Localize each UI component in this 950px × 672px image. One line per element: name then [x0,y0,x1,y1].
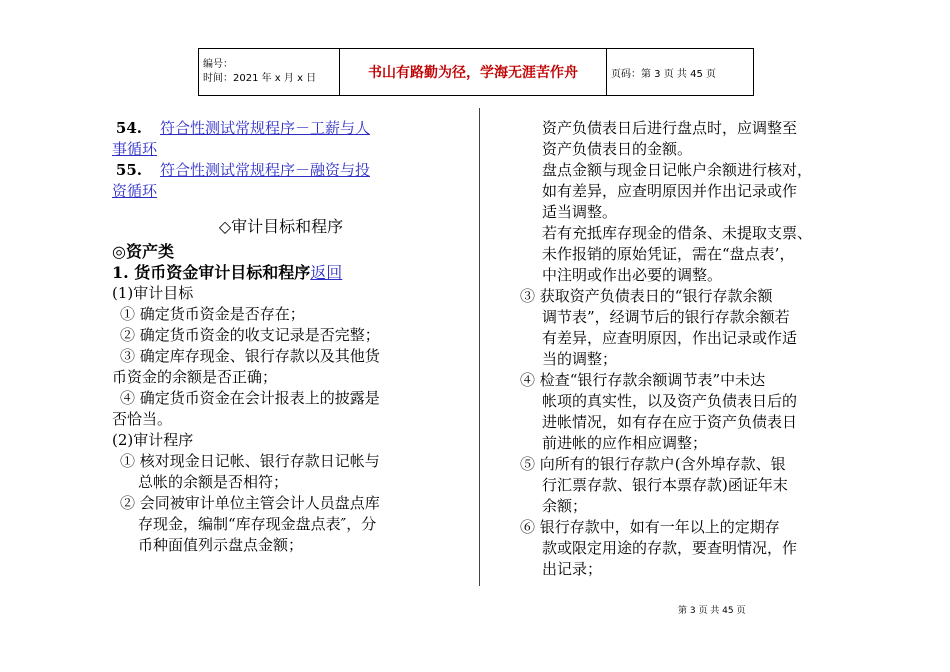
right-line-16: 前进帐的应作相应调整； [542,434,708,452]
heading-1 [112,262,450,283]
right-line-2: 资产负债表日的金额。 [542,140,693,158]
toc-item-54-number: 54. [115,119,142,137]
toc-item-55-link[interactable]: 符合性测试常规程序－融资与投 [160,161,371,179]
goal-4-cont: 否恰当。 [112,410,173,428]
left-column [112,118,450,556]
asset-heading: ◎资产类 [112,242,174,261]
header-table [198,48,754,96]
motto: 书山有路勤为径，学海无涯苦作舟 [340,49,607,96]
header-left-cell [199,49,340,96]
toc-item-55-number: 55. [115,161,142,179]
right-line-4: 如有差异，应查明原因并作出记录或作 [542,182,798,200]
right-line-21: 款或限定用途的存款，要查明情况，作 [542,539,798,557]
right-column [520,118,862,580]
goal-2: ② 确定货币资金的收支记录是否完整； [120,326,380,344]
right-line-8: 中注明或作出必要的调整。 [542,266,723,284]
right-line-7: 未作报销的原始凭证，需在“盘点表’， [542,245,795,263]
right-line-14: 帐项的真实性，以及资产负债表日后的 [542,392,798,410]
right-line-3: 盘点金额与现金日记帐户余额进行核对， [542,161,813,179]
right-line-1: 资产负债表日后进行盘点时，应调整至 [542,119,798,137]
goal-3: ③ 确定库存现金、银行存款以及其他货 [120,347,380,365]
page-label: 页码：第 3 页 共 45 页 [607,49,754,96]
right-line-17: ⑤ 向所有的银行存款户(含外埠存款、银 [520,455,786,473]
proc-1: ① 核对现金日记帐、银行存款日记帐与 [120,452,380,470]
right-line-5: 适当调整。 [542,203,618,221]
subheading-procedures: (2)审计程序 [112,431,194,449]
back-link[interactable]: 返回 [310,263,343,282]
subheading-goals: (1)审计目标 [112,284,194,302]
proc-2: ② 会同被审计单位主管会计人员盘点库 [120,494,380,512]
toc-item-55[interactable] [82,160,450,181]
toc-item-54-link-cont[interactable]: 事循环 [112,140,158,158]
right-line-13: ④ 检查“银行存款余额调节表”中未达 [520,371,766,389]
proc-2-cont-2: 币种面值列示盘点金额； [138,536,304,554]
right-line-22: 出记录； [542,560,603,578]
right-line-9: ③ 获取资产负债表日的“银行存款余额 [520,287,773,305]
time-label: 时间：2021 年 x 月 x 日 [203,73,317,84]
right-line-12: 当的调整； [542,350,618,368]
goal-4: ④ 确定货币资金在会计报表上的披露是 [120,389,380,407]
right-line-10: 调节表”，经调节后的银行存款余额若 [542,308,790,326]
number-label: 编号： [203,59,233,70]
toc-item-54-link[interactable]: 符合性测试常规程序－工薪与人 [160,119,371,137]
goal-1: ① 确定货币资金是否存在； [120,305,305,323]
right-line-6: 若有充抵库存现金的借条、未提取支票、 [542,224,813,242]
toc-item-54[interactable] [82,118,450,139]
heading-1-text: 1. 货币资金审计目标和程序 [112,263,311,282]
page-footer: 第 3 页 共 45 页 [678,606,746,616]
proc-2-cont-1: 存现金，编制“库存现金盘点表″，分 [138,515,377,533]
goal-3-cont: 币资金的余额是否正确； [112,368,278,386]
right-line-19: 余额； [542,497,588,515]
proc-1-cont: 总帐的余额是否相符； [138,473,289,491]
toc-item-55-link-cont[interactable]: 资循环 [112,182,158,200]
right-line-11: 有差异，应查明原因，作出记录或作适 [542,329,798,347]
right-line-18: 行汇票存款、银行本票存款)函证年末 [542,476,788,494]
right-line-15: 进帐情况，如有存在应于资产负债表日 [542,413,798,431]
right-line-20: ⑥ 银行存款中，如有一年以上的定期存 [520,518,780,536]
column-divider [479,108,480,586]
section-title: ◇审计目标和程序 [218,217,344,236]
